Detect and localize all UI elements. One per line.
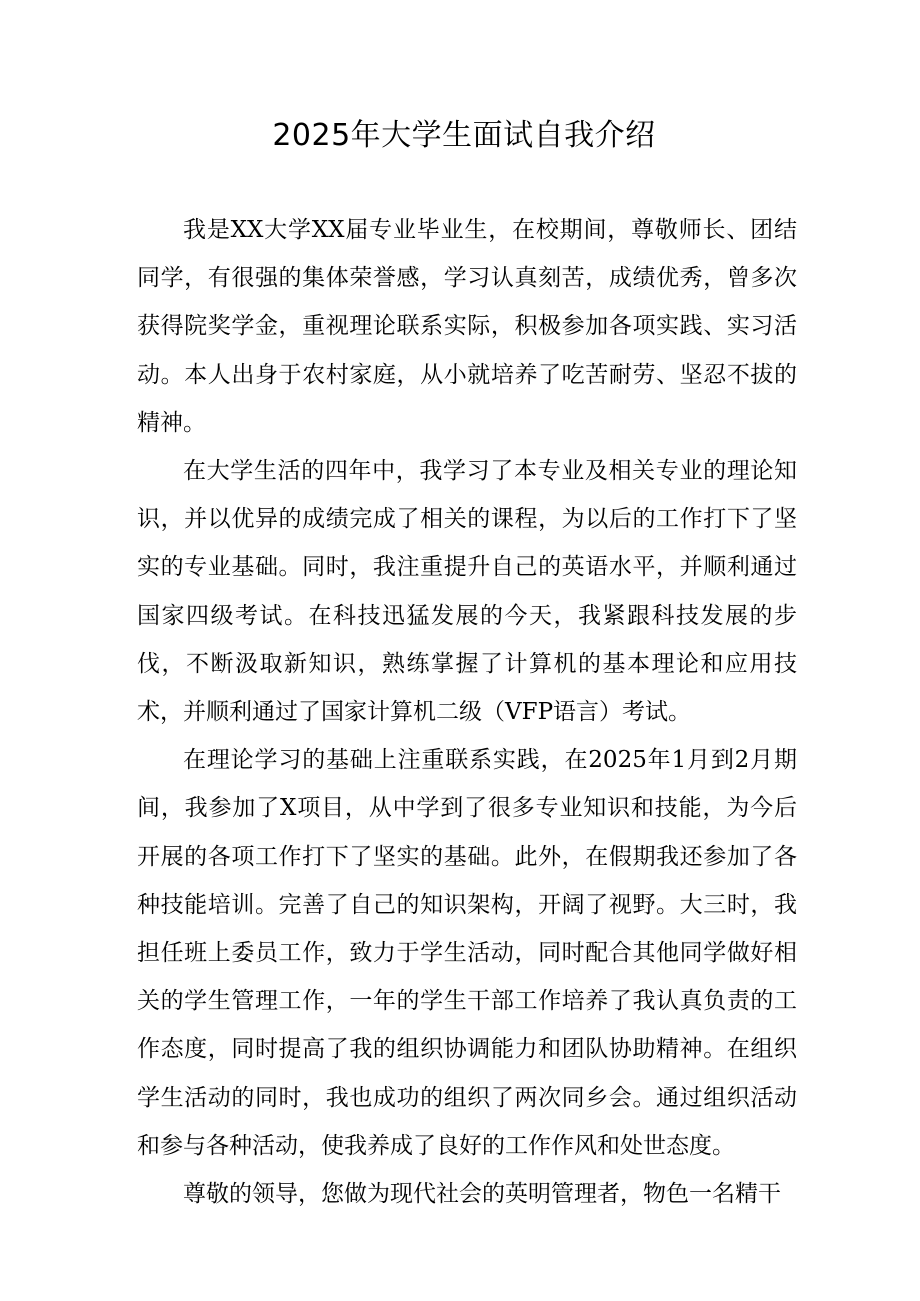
paragraph-1: 我是XX大学XX届专业毕业生，在校期间，尊敬师长、团结同学，有很强的集体荣誉感，学习认真刻苦，成绩优秀，曾多次获得院奖学金，重视理论联系实际，积极参加各项实践、实习活动。本人出身于农村家庭，从小就培养了吃苦耐劳、坚忍不拔的精神。 [137,217,797,436]
paragraph-3: 在理论学习的基础上注重联系实践，在2025年1月到2月期间，我参加了X项目，从中学到了很多专业知识和技能，为今后开展的各项工作打下了坚实的基础。此外，在假期我还参加了各种技能培训。完善了自己的知识架构，开阔了视野。大三时，我担任班上委员工作，致力于学生活动，同时配合其他同学做好相关的学生管理工作，一年的学生干部工作培养了我认真负责的工作态度，同时提高了我的组织协调能力和团队协助精神。在组织学生活动的同时，我也成功的组织了两次同乡会。通过组织活动和参与各种活动，使我养成了良好的工作作风和处世态度。 [137,747,797,1159]
document-title: 2025年大学生面试自我介绍 [272,118,656,153]
document-body [137,206,797,1218]
paragraph-4: 尊敬的领导，您做为现代社会的英明管理者，物色一名精干 [183,1181,781,1208]
paragraph-2: 在大学生活的四年中，我学习了本专业及相关专业的理论知识，并以优异的成绩完成了相关的课程，为以后的工作打下了坚实的专业基础。同时，我注重提升自己的英语水平，并顺利通过国家四级考试。在科技迅猛发展的今天，我紧跟科技发展的步伐，不断汲取新知识，熟练掌握了计算机的基本理论和应用技术，并顺利通过了国家计算机二级（VFP语言）考试。 [137,458,797,726]
